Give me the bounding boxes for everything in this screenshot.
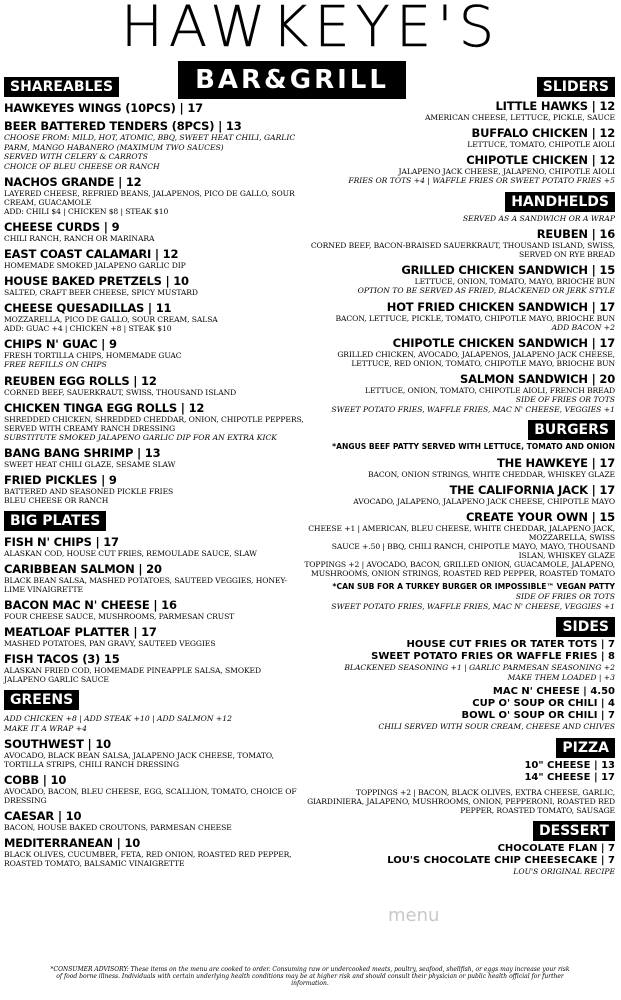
item-description: LETTUCE, ONION, TOMATO, CHIPOTLE AIOLI, FRENCH BREAD [365, 386, 615, 395]
menu-item [4, 836, 304, 868]
item-name: REUBEN | 16 [536, 227, 615, 241]
menu-item [303, 442, 615, 452]
item-note: CHOOSE FROM: MILD, HOT, ATOMIC, BBQ, SWEET HEAT CHILI, GARLIC PARM, MANGO HABANERO (MAXIMUM TWO SAUCES) [4, 133, 296, 152]
item-name: BANG BANG SHRIMP | 13 [4, 446, 161, 460]
section-header: SIDES [556, 617, 615, 637]
item-name: THE CALIFORNIA JACK | 17 [449, 483, 615, 497]
menu-item [303, 300, 615, 333]
item-name: CHEESE CURDS | 9 [4, 220, 120, 234]
menu-item [303, 456, 615, 479]
item-name: HOUSE CUT FRIES OR TATER TOTS | 7 [406, 639, 615, 650]
item-description: BACON, HOUSE BAKED CROUTONS, PARMESAN CHEESE [4, 823, 232, 832]
item-note: SERVED AS A SANDWICH OR A WRAP [462, 213, 615, 223]
menu-item [303, 510, 615, 578]
menu-item [4, 337, 304, 370]
item-name: FISH TACOS (3) 15 [4, 652, 120, 666]
menu-section [4, 509, 304, 684]
menu-section [4, 75, 304, 505]
item-description: MOZZARELLA, PICO DE GALLO, SOUR CREAM, SALSA [4, 315, 218, 324]
item-description: MASHED POTATOES, PAN GRAVY, SAUTEED VEGGIES [4, 639, 216, 648]
menu-item [4, 625, 304, 648]
menu-item [4, 119, 304, 171]
menu-section [303, 190, 615, 415]
item-description: BATTERED AND SEASONED PICKLE FRIES [4, 487, 174, 496]
item-note: CHILI SERVED WITH SOUR CREAM, CHEESE AND CHIVES [378, 722, 615, 731]
item-name: EAST COAST CALAMARI | 12 [4, 247, 179, 261]
item-name: SALMON SANDWICH | 20 [460, 372, 615, 386]
menu-item [303, 639, 615, 682]
menu-item [303, 582, 615, 611]
item-description: AVOCADO, BLACK BEAN SALSA, JALAPENO JACK CHEESE, TOMATO, TORTILLA STRIPS, CHILI RANCH DRESSING [4, 751, 274, 769]
item-name: HAWKEYES WINGS (10PCS) | 17 [4, 101, 203, 115]
item-name: HOT FRIED CHICKEN SANDWICH | 17 [386, 299, 615, 314]
item-description: HOMEMADE SMOKED JALAPENO GARLIC DIP [4, 261, 186, 270]
item-description: ALASKAN FRIED COD, HOMEMADE PINEAPPLE SALSA, SMOKED JALAPENO GARLIC SAUCE [4, 666, 261, 684]
item-name: BEER BATTERED TENDERS (8PCS) | 13 [4, 119, 242, 133]
watermark: menu [388, 905, 440, 926]
item-name: CAESAR | 10 [4, 809, 82, 823]
item-description: SALTED, CRAFT BEER CHEESE, SPICY MUSTARD [4, 288, 198, 297]
item-description: SAUCE +.50 | BBQ, CHILI RANCH, CHIPOTLE MAYO, MAYO, THOUSAND ISLAN, WHISKEY GLAZE [331, 542, 615, 560]
menu-item [4, 220, 304, 243]
item-description: CORNED BEEF, BACON-BRAISED SAUERKRAUT, THOUSAND ISLAND, SWISS, SERVED ON RYE BREAD [310, 241, 615, 259]
item-description: CHEESE +1 | AMERICAN, BLEU CHEESE, WHITE CHEDDAR, JALAPENO JACK, MOZZARELLA, SWISS [308, 524, 615, 542]
item-description: BACON, ONION STRINGS, WHITE CHEDDAR, WHISKEY GLAZE [367, 470, 615, 479]
item-name: CREATE YOUR OWN | 15 [465, 510, 615, 524]
section-header: GREENS [4, 690, 79, 710]
menu-item [4, 473, 304, 505]
item-description: CHILI RANCH, RANCH OR MARINARA [4, 234, 155, 243]
menu-section [4, 688, 304, 868]
item-description: SWEET HEAT CHILI GLAZE, SESAME SLAW [4, 460, 176, 469]
menu-item [4, 809, 304, 832]
item-note: BLACKENED SEASONING +1 | GARLIC PARMESAN SEASONING +2 [344, 663, 615, 672]
consumer-advisory: *CONSUMER ADVISORY: These items on the menu are cooked to order. Consuming raw or undercooked meats, poultry, seafood, shellfish, or eggs may increase your risk of food borne illness. Individuals with certain underlying health conditions may be at higher risk and should consult their physician or public health official for further information. [50, 966, 570, 987]
menu-item [303, 336, 615, 368]
menu-section [303, 75, 615, 186]
item-name: GRILLED CHICKEN SANDWICH | 15 [401, 263, 615, 277]
item-description: CORNED BEEF, SAUERKRAUT, SWISS, THOUSAND ISLAND [4, 387, 237, 397]
item-name: LOU'S CHOCOLATE CHIP CHEESECAKE | 7 [387, 854, 615, 866]
menu-item [4, 652, 304, 684]
item-description: AVOCADO, BACON, BLEU CHEESE, EGG, SCALLION, TOMATO, CHOICE OF DRESSING [4, 787, 297, 805]
item-name: REUBEN EGG ROLLS | 12 [4, 373, 157, 388]
item-name: CHOCOLATE FLAN | 7 [497, 842, 615, 854]
item-note: SIDE OF FRIES OR TOTS [515, 592, 615, 601]
menu-item [4, 175, 304, 216]
item-name: FISH N' CHIPS | 17 [4, 535, 119, 549]
menu-item [303, 153, 615, 186]
item-description: AMERICAN CHEESE, LETTUCE, PICKLE, SAUCE [425, 113, 615, 122]
item-description: LETTUCE, TOMATO, CHIPOTLE AIOLI [467, 140, 615, 149]
menu-item [4, 714, 304, 733]
menu-item [4, 535, 304, 558]
item-name: BUFFALO CHICKEN | 12 [471, 126, 615, 140]
item-description: ALASKAN COD, HOUSE CUT FRIES, REMOULADE SAUCE, SLAW [4, 549, 257, 558]
item-name: CARIBBEAN SALMON | 20 [4, 562, 162, 576]
restaurant-subtitle: BAR&GRILL [178, 61, 406, 99]
menu-item [303, 788, 615, 815]
item-note: SWEET POTATO FRIES, WAFFLE FRIES, MAC N' CHEESE, VEGGIES +1 [331, 404, 615, 414]
item-name: COBB | 10 [4, 773, 67, 787]
menu-item [303, 227, 615, 259]
item-description: JALAPENO JACK CHEESE, JALAPENO, CHIPOTLE AIOLI [398, 167, 615, 176]
item-name: SWEET POTATO FRIES OR WAFFLE FRIES | 8 [371, 651, 615, 662]
item-note: SERVED WITH CELERY & CARROTS [4, 152, 148, 161]
item-name: LITTLE HAWKS | 12 [495, 99, 615, 113]
menu-section [303, 615, 615, 732]
menu-item [303, 263, 615, 296]
item-note: SUBSTITUTE SMOKED JALAPENO GARLIC DIP FOR AN EXTRA KICK [4, 432, 277, 442]
item-description: AVOCADO, JALAPENO, JALAPENO JACK CHEESE, CHIPOTLE MAYO [353, 497, 615, 506]
item-name: 14" CHEESE | 17 [524, 771, 615, 783]
item-name: CHEESE QUESADILLAS | 11 [4, 301, 172, 315]
item-note: SWEET POTATO FRIES, WAFFLE FRIES, MAC N' CHEESE, VEGGIES +1 [331, 601, 615, 611]
menu-item [4, 274, 304, 297]
menu-item [303, 372, 615, 414]
item-name: NACHOS GRANDE | 12 [4, 175, 142, 189]
item-note: MAKE IT A WRAP +4 [4, 723, 87, 733]
restaurant-name: HAWKEYE'S [120, 0, 501, 60]
menu-item [4, 401, 304, 443]
left-column [4, 75, 304, 872]
item-description: FOUR CHEESE SAUCE, MUSHROOMS, PARMESAN CRUST [4, 612, 235, 621]
menu-item [4, 446, 304, 469]
item-note: ADD CHICKEN +8 | ADD STEAK +10 | ADD SALMON +12 [4, 714, 232, 723]
item-description: BLEU CHEESE OR RANCH [4, 496, 109, 505]
item-description: BLACK OLIVES, CUCUMBER, FETA, RED ONION, ROASTED RED PEPPER, ROASTED TOMATO, BALSAMIC VINAIGRETTE [4, 850, 292, 868]
item-note: FRIES OR TOTS +4 | WAFFLE FRIES OR SWEET POTATO FRIES +5 [348, 176, 615, 185]
section-header: SLIDERS [537, 77, 615, 97]
item-name: THE HAWKEYE | 17 [497, 456, 615, 470]
menu-section [303, 418, 615, 611]
section-header: BIG PLATES [4, 511, 106, 531]
item-name: BACON MAC N' CHEESE | 16 [4, 598, 177, 612]
item-description: LAYERED CHEESE, REFRIED BEANS, JALAPENOS, PICO DE GALLO, SOUR CREAM, GUACAMOLE [4, 189, 295, 207]
item-description: FRESH TORTILLA CHIPS, HOMEMADE GUAC [4, 351, 182, 360]
item-description: GRILLED CHICKEN, AVOCADO, JALAPENOS, JALAPENO JACK CHEESE, LETTUCE, RED ONION, TOMATO, CHIPOTLE MAYO, BRIOCHE BUN [337, 350, 615, 368]
menu-item [303, 214, 615, 224]
menu-section [303, 736, 615, 815]
item-name: 10" CHEESE | 13 [524, 759, 615, 771]
right-column [303, 75, 615, 880]
item-name: MEATLOAF PLATTER | 17 [4, 625, 157, 639]
item-note: ADD BACON +2 [551, 322, 615, 332]
item-name: MEDITERRANEAN | 10 [4, 836, 141, 850]
item-name: CHICKEN TINGA EGG ROLLS | 12 [4, 400, 205, 415]
item-note: OPTION TO BE SERVED AS FRIED, BLACKENED OR JERK STYLE [357, 286, 615, 295]
section-header: SHAREABLES [4, 77, 119, 97]
section-header: HANDHELDS [505, 192, 615, 212]
item-description: ADD: CHILI $4 | CHICKEN $8 | STEAK $10 [4, 207, 169, 216]
section-header: BURGERS [528, 420, 615, 440]
menu-item [4, 773, 304, 805]
section-header: DESSERT [533, 821, 615, 841]
menu-item [4, 247, 304, 270]
menu-section [303, 819, 615, 877]
item-name: CUP O' SOUP OR CHILI | 4 [472, 698, 615, 709]
menu-item [303, 126, 615, 149]
item-note: CHOICE OF BLEU CHEESE OR RANCH [4, 161, 160, 171]
item-note: LOU'S ORIGINAL RECIPE [513, 866, 615, 876]
menu-item [4, 737, 304, 769]
menu-item [4, 101, 304, 115]
item-note: *ANGUS BEEF PATTY SERVED WITH LETTUCE, TOMATO AND ONION [332, 442, 615, 451]
item-description: TOPPINGS +2 | BACON, BLACK OLIVES, EXTRA CHEESE, GARLIC, GIARDINIERA, JALAPENO, MUSHROOMS, ONION, PEPPERONI, ROASTED RED PEPPER, ROASTED TOMATO, SAUSAGE [307, 787, 615, 815]
item-name: CHIPOTLE CHICKEN SANDWICH | 17 [392, 336, 615, 350]
item-note: FREE REFILLS ON CHIPS [4, 360, 107, 369]
item-note: MAKE THEM LOADED | +3 [507, 672, 615, 682]
item-description: BACON, LETTUCE, PICKLE, TOMATO, CHIPOTLE MAYO, BRIOCHE BUN [335, 313, 615, 323]
menu-item [303, 99, 615, 122]
item-description: SHREDDED CHICKEN, SHREDDED CHEDDAR, ONION, CHIPOTLE PEPPERS, SERVED WITH CREAMY RANCH DRESSING [4, 414, 304, 433]
item-note: *CAN SUB FOR A TURKEY BURGER OR IMPOSSIBLE™ VEGAN PATTY [332, 582, 615, 591]
item-description: BLACK BEAN SALSA, MASHED POTATOES, SAUTEED VEGGIES, HONEY-LIME VINAIGRETTE [4, 576, 287, 594]
menu-item [4, 374, 304, 397]
item-name: FRIED PICKLES | 9 [4, 473, 117, 487]
item-name: MAC N' CHEESE | 4.50 [492, 686, 615, 697]
item-name: HOUSE BAKED PRETZELS | 10 [4, 274, 189, 288]
item-name: CHIPOTLE CHICKEN | 12 [466, 153, 615, 167]
item-name: CHIPS N' GUAC | 9 [4, 337, 117, 351]
item-description: TOPPINGS +2 | AVOCADO, BACON, GRILLED ONION, GUACAMOLE, JALAPENO, MUSHROOMS, ONION STRINGS, ROASTED RED PEPPER, ROASTED TOMATO [304, 560, 615, 578]
item-description: LETTUCE, ONION, TOMATO, MAYO, BRIOCHE BUN [414, 277, 615, 286]
menu-item [303, 686, 615, 732]
item-description: ADD: GUAC +4 | CHICKEN +8 | STEAK $10 [4, 324, 172, 333]
item-name: SOUTHWEST | 10 [4, 737, 111, 751]
menu-item [4, 598, 304, 621]
menu-item [303, 760, 615, 784]
menu-item [303, 843, 615, 877]
menu-item [4, 562, 304, 594]
menu-item [303, 483, 615, 506]
section-header: PIZZA [556, 738, 615, 758]
menu-item [4, 301, 304, 333]
item-name: BOWL O' SOUP OR CHILI | 7 [461, 710, 615, 721]
item-note: SIDE OF FRIES OR TOTS [515, 395, 615, 404]
